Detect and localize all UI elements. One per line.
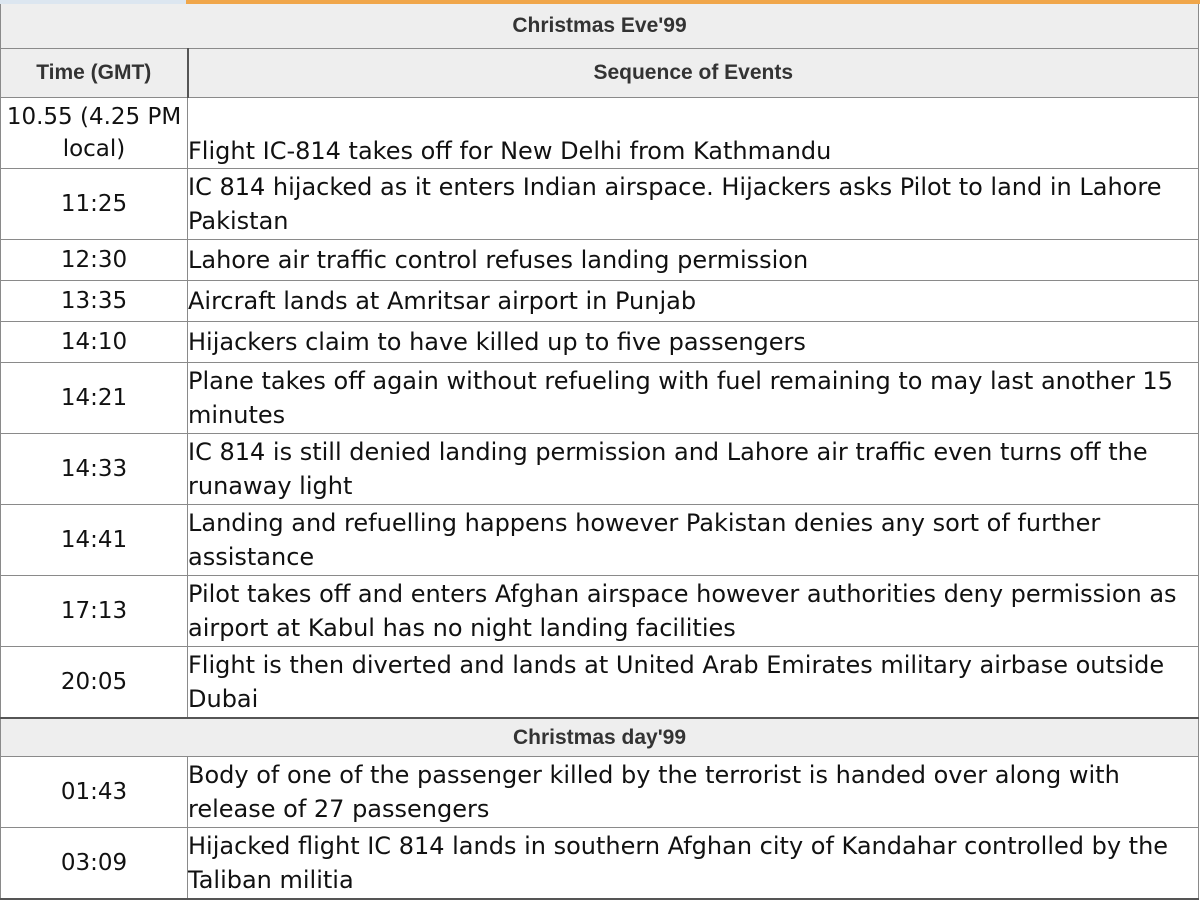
table-row [1,757,1199,828]
section-header-row [1,718,1199,757]
table-row [1,647,1199,719]
time-cell: 01:43 [1,757,188,828]
time-cell: 03:09 [1,828,188,900]
table-row [1,281,1199,322]
table-row [1,240,1199,281]
table-row [1,363,1199,434]
event-cell: Aircraft lands at Amritsar airport in Punjab [188,281,1199,322]
time-column-header: Time (GMT) [1,49,188,98]
table-row [1,98,1199,169]
time-cell: 13:35 [1,281,188,322]
event-cell: Hijackers claim to have killed up to five passengers [188,322,1199,363]
time-cell: 14:21 [1,363,188,434]
table-row [1,434,1199,505]
event-cell: Lahore air traffic control refuses landing permission [188,240,1199,281]
table-row [1,322,1199,363]
column-header-row [1,49,1199,98]
event-cell: Landing and refuelling happens however Pakistan denies any sort of further assistance [188,505,1199,576]
section-title: Christmas day'99 [1,718,1199,757]
event-cell: IC 814 hijacked as it enters Indian airspace. Hijackers asks Pilot to land in Lahore Pakistan [188,169,1199,240]
table-row [1,828,1199,900]
event-cell: Hijacked flight IC 814 lands in southern Afghan city of Kandahar controlled by the Taliban militia [188,828,1199,900]
table-row [1,169,1199,240]
time-cell: 14:41 [1,505,188,576]
event-cell: Body of one of the passenger killed by the terrorist is handed over along with release of 27 passengers [188,757,1199,828]
time-cell: 10.55 (4.25 PM local) [1,98,188,169]
time-cell: 14:10 [1,322,188,363]
time-cell: 11:25 [1,169,188,240]
hijack-timeline-table [0,4,1199,900]
time-cell: 20:05 [1,647,188,719]
table-row [1,505,1199,576]
section-header-row [1,4,1199,49]
time-cell: 17:13 [1,576,188,647]
event-cell: Plane takes off again without refueling with fuel remaining to may last another 15 minutes [188,363,1199,434]
event-cell: Flight is then diverted and lands at United Arab Emirates military airbase outside Dubai [188,647,1199,719]
time-cell: 14:33 [1,434,188,505]
event-cell: Pilot takes off and enters Afghan airspace however authorities deny permission as airport at Kabul has no night landing facilities [188,576,1199,647]
table-row [1,576,1199,647]
event-cell: IC 814 is still denied landing permission and Lahore air traffic even turns off the runaway light [188,434,1199,505]
time-cell: 12:30 [1,240,188,281]
event-cell: Flight IC-814 takes off for New Delhi from Kathmandu [188,98,1199,169]
section-title: Christmas Eve'99 [1,4,1199,49]
events-column-header: Sequence of Events [188,49,1199,98]
